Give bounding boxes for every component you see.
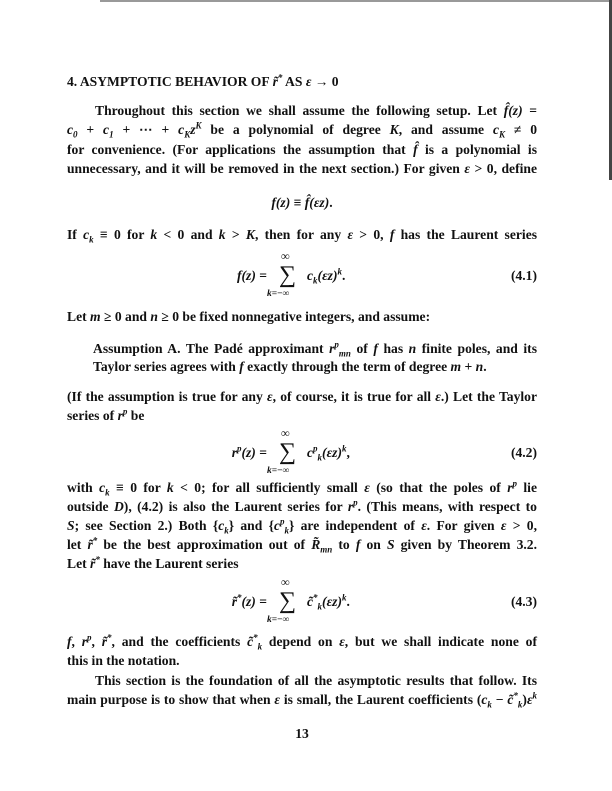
equation-rhs: $c_k(\varepsilon z)^k$. bbox=[307, 266, 346, 286]
summation-symbol: ∑ bbox=[279, 262, 297, 288]
assumption-line: Taylor series agrees with f exactly through the term of degree m + n. bbox=[93, 359, 487, 374]
equation-number: (4.3) bbox=[510, 594, 537, 609]
equation-f-definition: f(z) ≡ f̂(εz). bbox=[271, 195, 333, 210]
paragraph-line: let r̃* be the best approximation out of $R̃_{mn}$ to f on S given by Theorem 3.2. bbox=[67, 535, 537, 555]
paragraph-line: S; see Section 2.) Both $\{c_k\}$ and $\{c^p_k\}$ are independent of ε. For given ε > 0, bbox=[67, 516, 537, 536]
paragraph-line: (If the assumption is true for any ε, of course, it is true for all ε.) Let the Taylor bbox=[67, 389, 537, 404]
equation-lhs: $r^p(z)$ = bbox=[231, 443, 267, 460]
sum-upper-limit: ∞ bbox=[281, 249, 290, 263]
equation-4-1 bbox=[67, 250, 537, 300]
paragraph-line: this in the notation. bbox=[67, 653, 180, 668]
assumption-line: Assumption A. The Padé approximant $r^p_{mn}$ of f has n finite poles, and its bbox=[93, 339, 537, 359]
equation-lhs: r̃*(z) = bbox=[231, 592, 267, 609]
paragraph-line: Let r̃* have the Laurent series bbox=[67, 554, 239, 571]
summation-symbol: ∑ bbox=[279, 588, 297, 614]
paragraph-line: unnecessary, and it will be removed in the next section.) For given ε > 0, define bbox=[67, 161, 537, 176]
equation-rhs: $c̃^*_k(\varepsilon z)^k$. bbox=[307, 592, 350, 612]
equation-rhs: $c^p_k(\varepsilon z)^k$, bbox=[307, 443, 350, 463]
equation-lhs: f(z) = bbox=[236, 268, 267, 283]
paragraph-line: Let m ≥ 0 and n ≥ 0 be fixed nonnegative integers, and assume: bbox=[67, 309, 431, 324]
section-heading: 4. ASYMPTOTIC BEHAVIOR OF r̃* AS ε → 0 bbox=[67, 72, 339, 89]
paragraph-line: Throughout this section we shall assume the following setup. Let f̂(z) = bbox=[95, 103, 537, 118]
paragraph-line: with $c_k \equiv 0$ for k < 0; for all sufficiently small ε (so that the poles of $r^p$ lie bbox=[67, 478, 537, 498]
sum-lower-limit: k=−∞ bbox=[267, 289, 290, 299]
equation-4-3 bbox=[67, 576, 537, 626]
paragraph-line: If $c_k \equiv 0$ for k < 0 and k > K, then for any ε > 0, f has the Laurent series bbox=[67, 227, 538, 245]
paragraph-line: main purpose is to show that when ε is small, the Laurent coefficients ($c_k$ − $c̃^*_k)\varepsilon^k$ bbox=[67, 690, 538, 710]
sum-upper-limit: ∞ bbox=[281, 426, 290, 440]
sum-lower-limit: k=−∞ bbox=[267, 615, 290, 625]
paragraph-line: for convenience. (For applications the assumption that f̂ is a polynomial is bbox=[67, 142, 537, 157]
paragraph-line: f, $r^p$, r̃*, and the coefficients $c̃^*_k$ depend on ε, but we shall indicate none of bbox=[67, 632, 537, 652]
summation-symbol: ∑ bbox=[279, 439, 297, 465]
paragraph-line: outside D), (4.2) is also the Laurent series for $r^p$. (This means, with respect to bbox=[67, 497, 537, 514]
equation-4-2 bbox=[67, 427, 537, 477]
sum-lower-limit: k=−∞ bbox=[267, 466, 290, 476]
sum-upper-limit: ∞ bbox=[281, 575, 290, 589]
equation-number: (4.2) bbox=[510, 445, 537, 460]
scan-edge-top bbox=[100, 0, 612, 2]
paragraph-line: series of $r^p$ be bbox=[67, 406, 145, 423]
paragraph-line: This section is the foundation of all the asymptotic results that follow. Its bbox=[95, 673, 537, 688]
paragraph-line: $c_0 + c_1$ + ⋯ + $c_Kz^K$ be a polynomial of degree K, and assume $c_K \ne 0$ bbox=[67, 120, 537, 140]
page-number: 13 bbox=[295, 726, 309, 741]
equation-number: (4.1) bbox=[510, 268, 537, 283]
